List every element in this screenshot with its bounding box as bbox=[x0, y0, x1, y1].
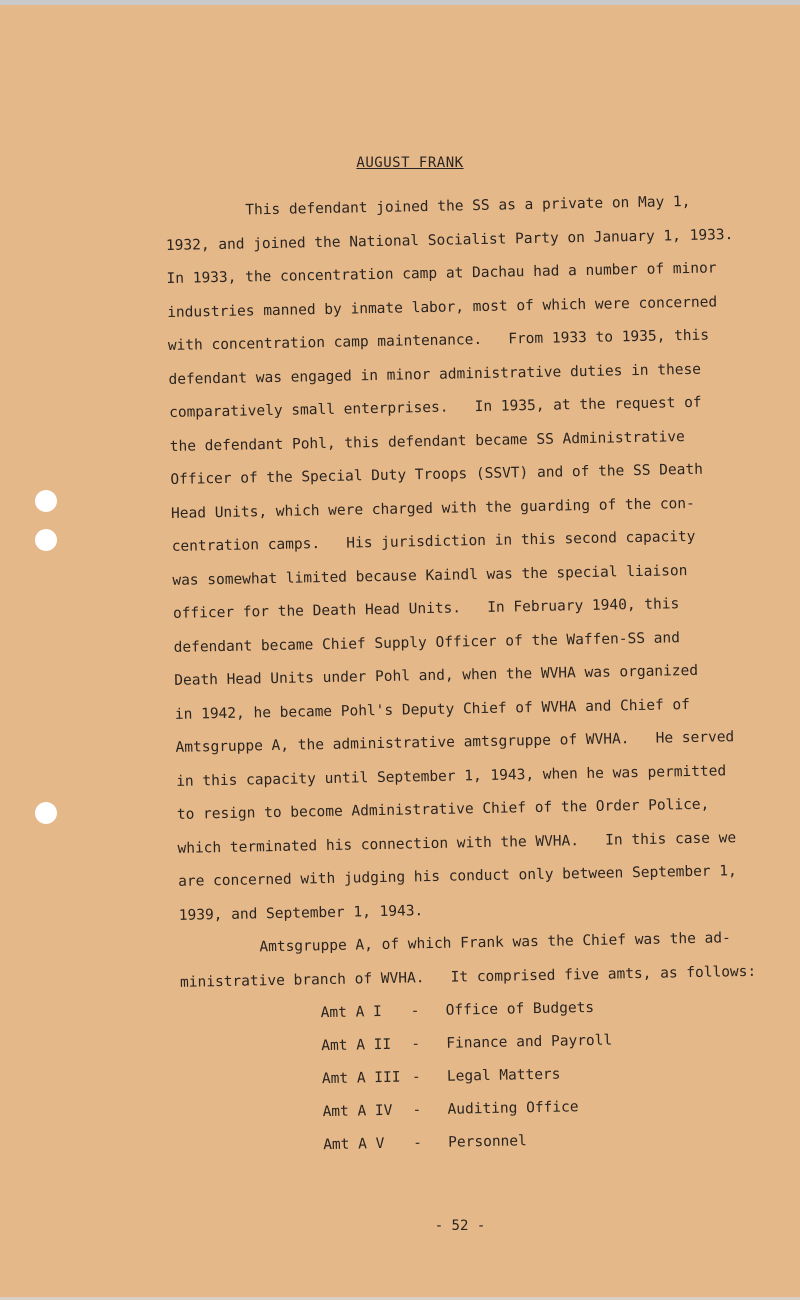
text-line: ministrative branch of WVHA. It comprised five amts, as follows: bbox=[179, 963, 757, 991]
page-title: AUGUST FRANK bbox=[356, 155, 464, 171]
amt-code: Amt A IV bbox=[322, 1102, 393, 1121]
scanner-edge-top bbox=[0, 0, 800, 5]
amt-dash: - bbox=[411, 1069, 421, 1086]
text-line: are concerned with judging his conduct only between September 1, bbox=[178, 863, 737, 890]
amt-description: Finance and Payroll bbox=[446, 1032, 613, 1052]
page-number: - 52 - bbox=[434, 1218, 486, 1234]
text-line: comparatively small enterprises. In 1935, at the request of bbox=[169, 394, 702, 421]
text-line: defendant was engaged in minor administrative duties in these bbox=[168, 361, 702, 388]
text-line: centration camps. His jurisdiction in this second capacity bbox=[171, 528, 696, 555]
punch-hole bbox=[35, 802, 57, 824]
amt-code: Amt A II bbox=[321, 1036, 392, 1055]
amt-description: Personnel bbox=[448, 1133, 527, 1151]
punch-hole bbox=[35, 529, 57, 551]
text-line: Death Head Units under Pohl and, when the WVHA was organized bbox=[174, 662, 699, 689]
text-line: Officer of the Special Duty Troops (SSVT) and of the SS Death bbox=[170, 461, 704, 488]
text-line: the defendant Pohl, this defendant became SS Administrative bbox=[169, 428, 685, 455]
paragraph-1 bbox=[165, 185, 739, 933]
text-line: In 1933, the concentration camp at Dachau had a number of minor bbox=[166, 260, 717, 287]
text-line: Head Units, which were charged with the guarding of the con- bbox=[170, 495, 695, 522]
amt-description: Legal Matters bbox=[446, 1066, 561, 1085]
text-line: was somewhat limited because Kaindl was the special liaison bbox=[172, 562, 688, 589]
text-line: which terminated his connection with the WVHA. In this case we bbox=[177, 829, 737, 857]
text-line: defendant became Chief Supply Officer of the Waffen-SS and bbox=[173, 629, 681, 656]
amt-code: Amt A V bbox=[323, 1135, 385, 1154]
text-line: in 1942, he became Pohl's Deputy Chief of WVHA and Chief of bbox=[174, 696, 691, 723]
text-line: Amtsgruppe A, the administrative amtsgruppe of WVHA. He served bbox=[175, 729, 735, 756]
amt-dash: - bbox=[412, 1102, 422, 1119]
text-line: Amtsgruppe A, of which Frank was the Chief was the ad- bbox=[259, 930, 731, 956]
amt-dash: - bbox=[413, 1135, 423, 1152]
amt-code: Amt A III bbox=[321, 1069, 401, 1088]
amt-code: Amt A I bbox=[320, 1003, 382, 1022]
punch-hole bbox=[35, 490, 57, 512]
text-line: 1939, and September 1, 1943. bbox=[178, 902, 424, 924]
amt-list bbox=[180, 989, 743, 1165]
document-body bbox=[165, 185, 757, 1165]
text-line: industries manned by inmate labor, most of which were concerned bbox=[167, 293, 718, 321]
text-line: 1932, and joined the National Socialist Party on January 1, 1933. bbox=[165, 226, 734, 254]
amt-dash: - bbox=[411, 1036, 421, 1053]
paragraph-2 bbox=[179, 922, 757, 1000]
text-line: with concentration camp maintenance. From 1933 to 1935, this bbox=[167, 327, 710, 354]
amt-description: Office of Budgets bbox=[445, 999, 595, 1019]
text-line: in this capacity until September 1, 1943, when he was permitted bbox=[176, 762, 727, 790]
text-line: to resign to become Administrative Chief of the Order Police, bbox=[176, 796, 710, 823]
amt-description: Auditing Office bbox=[447, 1099, 579, 1118]
amt-dash: - bbox=[410, 1003, 420, 1020]
text-line: officer for the Death Head Units. In February 1940, this bbox=[172, 596, 680, 622]
text-line: This defendant joined the SS as a private on May 1, bbox=[245, 193, 691, 219]
